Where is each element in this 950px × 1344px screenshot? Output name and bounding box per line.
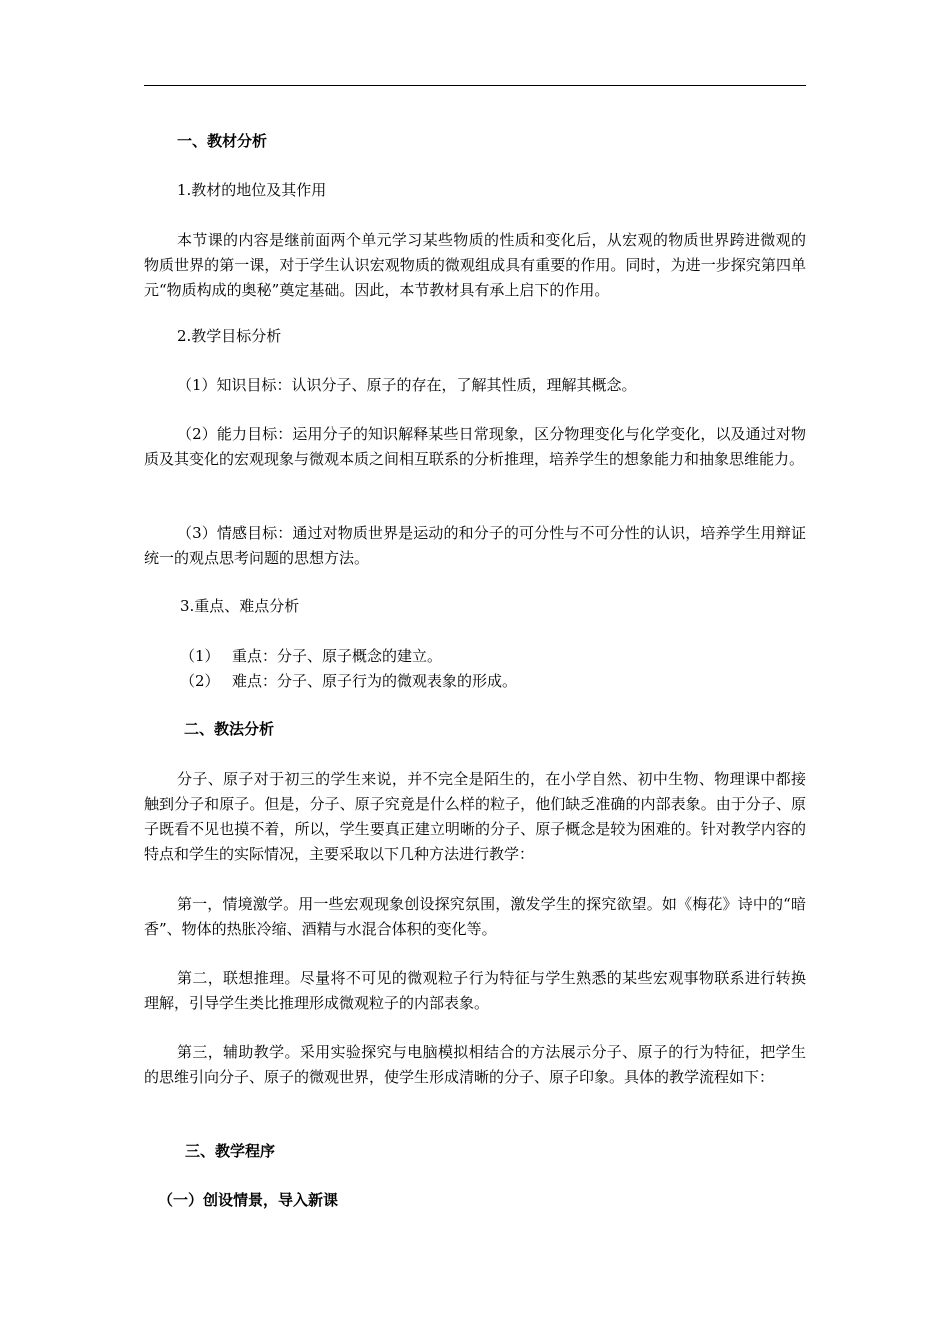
key-point-text: 重点：分子、原子概念的建立。 [232,647,443,665]
section-heading-method-analysis: 二、教法分析 [184,720,275,738]
goal-emotion: （3）情感目标：通过对物质世界是运动的和分子的可分性与不可分性的认识，培养学生用辩证统一的观点思考问题的思想方法。 [144,524,806,567]
paragraph-method-3: 第三，辅助教学。采用实验探究与电脑模拟相结合的方法展示分子、原子的行为特征，把学生的思维引向分子、原子的微观世界，使学生形成清晰的分子、原子印象。具体的教学流程如下： [144,1043,806,1086]
section-heading-teaching-procedure: 三、教学程序 [185,1142,276,1160]
paragraph-method-intro: 分子、原子对于初三的学生来说，并不完全是陌生的，在小学自然、初中生物、物理课中都接触到分子和原子。但是，分子、原子究竟是什么样的粒子，他们缺乏准确的内部表象。由于分子、原子既看不见也摸不着，所以，学生要真正建立明晰的分子、原子概念是较为困难的。针对教学内容的特点和学生的实际情况，主要采取以下几种方法进行教学： [144,770,806,863]
paragraph-method-2: 第二，联想推理。尽量将不可见的微观粒子行为特征与学生熟悉的某些宏观事物联系进行转换理解，引导学生类比推理形成微观粒子的内部表象。 [144,969,806,1012]
difficult-point-text: 难点：分子、原子行为的微观表象的形成。 [232,672,518,690]
subheading-create-scenario: （一）创设情景，导入新课 [158,1191,339,1209]
list-number: （2） [180,672,220,690]
subheading-textbook-position: 1.教材的地位及其作用 [177,181,327,199]
header-rule [144,85,806,86]
paragraph-textbook-position: 本节课的内容是继前面两个单元学习某些物质的性质和变化后，从宏观的物质世界跨进微观的物质世界的第一课，对于学生认识宏观物质的微观组成具有重要的作用。同时，为进一步探究第四单元“物质构成的奥秘”奠定基础。因此，本节教材具有承上启下的作用。 [144,231,806,299]
goal-knowledge: （1）知识目标：认识分子、原子的存在，了解其性质，理解其概念。 [177,376,637,394]
paragraph-method-1: 第一，情境激学。用一些宏观现象创设探究氛围，激发学生的探究欲望。如《梅花》诗中的“暗香”、物体的热胀冷缩、酒精与水混合体积的变化等。 [144,895,806,938]
section-heading-textbook-analysis: 一、教材分析 [177,132,268,150]
subheading-key-points: 3.重点、难点分析 [180,597,300,615]
subheading-teaching-goals: 2.教学目标分析 [177,327,282,345]
key-point-item [144,644,806,669]
goal-ability: （2）能力目标：运用分子的知识解释某些日常现象，区分物理变化与化学变化，以及通过对物质及其变化的宏观现象与微观本质之间相互联系的分析推理，培养学生的想象能力和抽象思维能力。 [144,425,806,468]
list-number: （1） [180,647,220,665]
difficult-point-item [144,669,806,694]
